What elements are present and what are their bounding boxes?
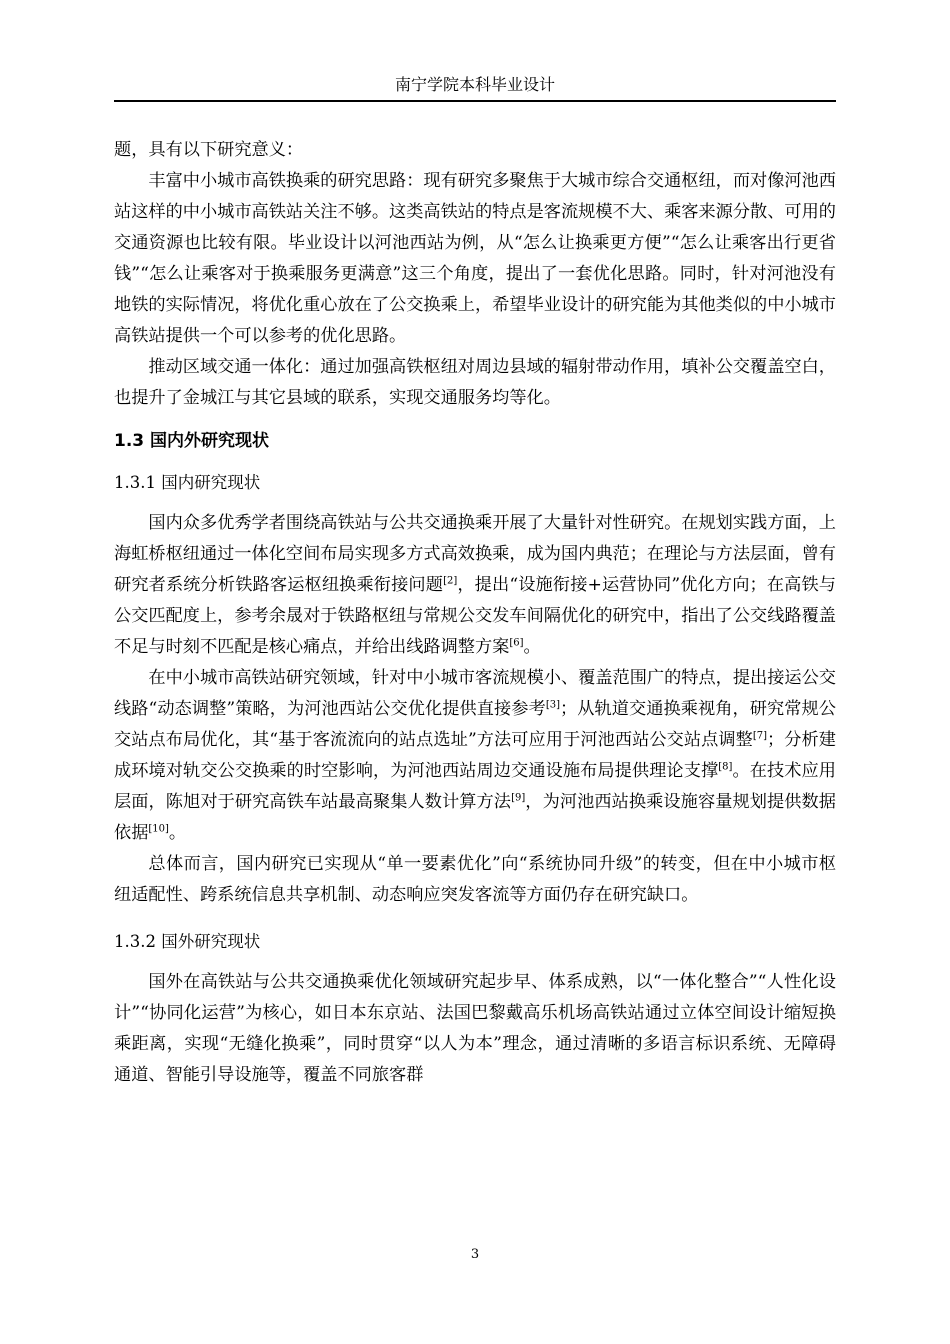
subsection-heading-domestic: 1.3.1 国内研究现状 bbox=[114, 473, 261, 492]
text-span: ，提出“设施衔接+运营协同”优化方向；在高铁与公交匹配度上，参考余晟对于铁路枢纽与常规公交发车间隔优化的研究中，指出了公交线路覆盖不足与时刻不匹配是核心痛点，并给出线路调整方案 bbox=[114, 575, 836, 657]
citation-ref: [3] bbox=[545, 699, 560, 711]
citation-ref: [10] bbox=[148, 823, 169, 835]
citation-ref: [2] bbox=[443, 575, 458, 587]
paragraph-foreign-1: 国外在高铁站与公共交通换乘优化领域研究起步早、体系成熟，以“一体化整合”“人性化设计”“协同化运营”为核心，如日本东京站、法国巴黎戴高乐机场高铁站通过立体空间设计缩短换乘距离，实现“无缝化换乘”，同时贯穿“以人为本”理念，通过清晰的多语言标识系统、无障碍通道、智能引导设施等，覆盖不同旅客群 bbox=[114, 972, 836, 1085]
citation-ref: [6] bbox=[509, 637, 524, 649]
text-span: ；从轨道交通换乘视角，研究常规公交站点布局优化，其“基于客流流向的站点选址”方法可应用于河池西站公交站点调整 bbox=[114, 699, 836, 750]
paragraph-domestic-summary: 总体而言，国内研究已实现从“单一要素优化”向“系统协同升级”的转变，但在中小城市枢纽适配性、跨系统信息共享机制、动态响应突发客流等方面仍存在研究缺口。 bbox=[114, 854, 836, 905]
subsection-heading-foreign: 1.3.2 国外研究现状 bbox=[114, 932, 261, 951]
paragraph-significance-1: 丰富中小城市高铁换乘的研究思路：现有研究多聚焦于大城市综合交通枢纽，而对像河池西站这样的中小城市高铁站关注不够。这类高铁站的特点是客流规模不大、乘客来源分散、可用的交通资源也比较有限。毕业设计以河池西站为例，从“怎么让换乘更方便”“怎么让乘客出行更省钱”“怎么让乘客对于换乘服务更满意”这三个角度，提出了一套优化思路。同时，针对河池没有地铁的实际情况，将优化重心放在了公交换乘上，希望毕业设计的研究能为其他类似的中小城市高铁站提供一个可以参考的优化思路。 bbox=[114, 171, 836, 346]
section-heading: 1.3 国内外研究现状 bbox=[114, 431, 270, 451]
paragraph-significance-2: 推动区域交通一体化：通过加强高铁枢纽对周边县域的辐射带动作用，填补公交覆盖空白，也提升了金城江与其它县域的联系，实现交通服务均等化。 bbox=[114, 357, 836, 408]
paragraph-domestic-1 bbox=[114, 508, 836, 663]
document-body bbox=[114, 135, 836, 1091]
citation-ref: [8] bbox=[718, 761, 733, 773]
text-span: 国内众多优秀学者围绕高铁站与公共交通换乘开展了大量针对性研究。在规划实践方面，上海虹桥枢纽通过一体化空间布局实现多方式高效换乘，成为国内典范；在理论与方法层面，曾有研究者系统分析铁路客运枢纽换乘衔接问题 bbox=[114, 513, 836, 595]
text-span: ；分析建成环境对轨交公交换乘的时空影响，为河池西站周边交通设施布局提供理论支撑 bbox=[114, 730, 836, 781]
text-span: 。 bbox=[168, 823, 187, 843]
text-span: ，为河池西站换乘设施容量规划提供数据依据 bbox=[114, 792, 836, 843]
text-span: 。在技术应用层面，陈旭对于研究高铁车站最高聚集人数计算方法 bbox=[114, 761, 836, 812]
page-number: 3 bbox=[470, 1247, 480, 1262]
text-span: 。 bbox=[523, 637, 541, 657]
citation-ref: [9] bbox=[511, 792, 526, 804]
header-divider bbox=[114, 100, 836, 102]
paragraph-continuation: 题，具有以下研究意义： bbox=[114, 140, 304, 160]
text-span: 在中小城市高铁站研究领域，针对中小城市客流规模小、覆盖范围广的特点，提出接运公交线路“动态调整”策略，为河池西站公交优化提供直接参考 bbox=[114, 668, 836, 719]
running-header: 南宁学院本科毕业设计 bbox=[394, 75, 555, 94]
paragraph-domestic-2 bbox=[114, 663, 836, 849]
citation-ref: [7] bbox=[752, 730, 768, 742]
